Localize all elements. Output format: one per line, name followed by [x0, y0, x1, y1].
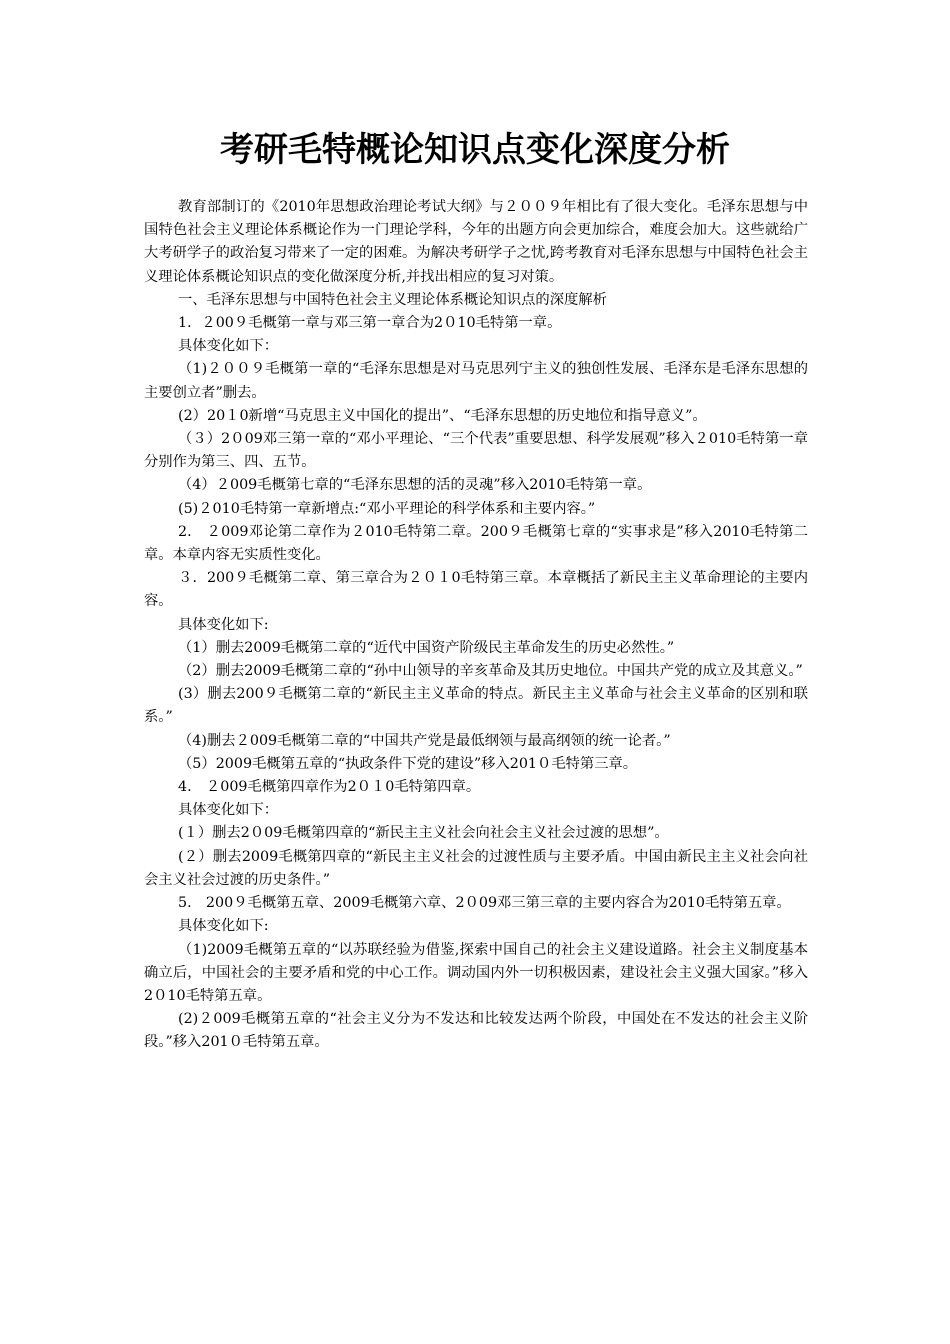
- paragraph: （2）删去2009毛概第二章的“孙中山领导的辛亥革命及其历史地位。中国共产党的成立及其意义。”: [178, 663, 803, 680]
- paragraph: (3）删去200９毛概第二章的“新民主主义革命的特点。新民主主义革命与社会主义革命的区别和联系。”: [144, 686, 808, 726]
- document-title: 考研毛特概论知识点变化深度分析: [220, 130, 730, 170]
- paragraph: （1)2009毛概第五章的“以苏联经验为借鉴,探索中国自己的社会主义建设道路。社会主义制度基本确立后，中国社会的主要矛盾和党的中心工作。调动国内外一切积极因素，建设社会主义强大国家。”移入2０10毛特第五章。: [144, 941, 808, 1004]
- section-heading: 一、毛泽东思想与中国特色社会主义理论体系概论知识点的深度解析: [178, 291, 607, 308]
- paragraph: （1）删去2009毛概第二章的“近代中国资产阶级民主革命发生的历史必然性。”: [178, 639, 675, 656]
- paragraph: (5)２010毛特第一章新增点:“邓小平理论的科学体系和主要内容。”: [178, 500, 596, 517]
- paragraph: （4)删去２009毛概第二章的“中国共产党是最低纲领与最高纲领的统一论者。”: [178, 732, 671, 749]
- paragraph: 具体变化如下:: [178, 918, 269, 935]
- paragraph: (2）20１0新增“马克思主义中国化的提出”、“毛泽东思想的历史地位和指导意义”。: [178, 407, 707, 424]
- paragraph: ３．200９毛概第二章、第三章合为２０１0毛特第三章。本章概括了新民主主义革命理论的主要内容。: [144, 570, 808, 610]
- paragraph: （３）2０09邓三第一章的“邓小平理论、“三个代表”重要思想、科学发展观”移入２010毛特第一章分别作为第三、四、五节。: [144, 431, 808, 471]
- paragraph: (2)２009毛概第五章的“社会主义分为不发达和比较发达两个阶段，中国处在不发达的社会主义阶段。”移入201０毛特第五章。: [144, 1011, 808, 1051]
- document-body: [144, 196, 808, 1055]
- paragraph: 2. ２009邓论第二章作为２010毛特第二章。200９毛概第七章的“实事求是”移入2010毛特第二章。本章内容无实质性变化。: [144, 523, 808, 564]
- paragraph-intro: 教育部制订的《2010年思想政治理论考试大纲》与２００９年相比有了很大变化。毛泽东思想与中国特色社会主义理论体系概论作为一门理论学科，今年的出题方向会更加综合，难度会加大。这些就给广大考研学子的政治复习带来了一定的困难。为解决考研学子之忧,跨考教育对毛泽东思想与中国特色社会主义理论体系概论知识点的变化做深度分析,并找出相应的复习对策。: [144, 199, 808, 285]
- paragraph: 5. 200９毛概第五章、2009毛概第六章、2０09邓三第三章的主要内容合为2010毛特第五章。: [178, 895, 791, 912]
- paragraph: (２）删去2009毛概第四章的“新民主主义社会的过渡性质与主要矛盾。中国由新民主主义社会向社会主义社会过渡的历史条件。”: [144, 848, 808, 888]
- paragraph: 1．２00９毛概第一章与邓三第一章合为2０10毛特第一章。: [178, 315, 562, 332]
- paragraph: （1)２００９毛概第一章的“毛泽东思想是对马克思列宁主义的独创性发展、毛泽东是毛泽东思想的主要创立者”删去。: [144, 361, 808, 401]
- paragraph: （4）２009毛概第七章的“毛泽东思想的活的灵魂”移入2010毛特第一章。: [178, 477, 652, 494]
- paragraph: 4. ２009毛概第四章作为2０１0毛特第四章。: [178, 779, 481, 796]
- paragraph: 具体变化如下：: [178, 802, 279, 819]
- paragraph: 具体变化如下：: [178, 338, 279, 355]
- paragraph: （5）2009毛概第五章的“执政条件下党的建设”移入201０毛特第三章。: [178, 755, 638, 772]
- paragraph: 具体变化如下:: [178, 616, 269, 633]
- paragraph: (１）删去2０09毛概第四章的“新民主主义社会向社会主义社会过渡的思想”。: [178, 825, 669, 842]
